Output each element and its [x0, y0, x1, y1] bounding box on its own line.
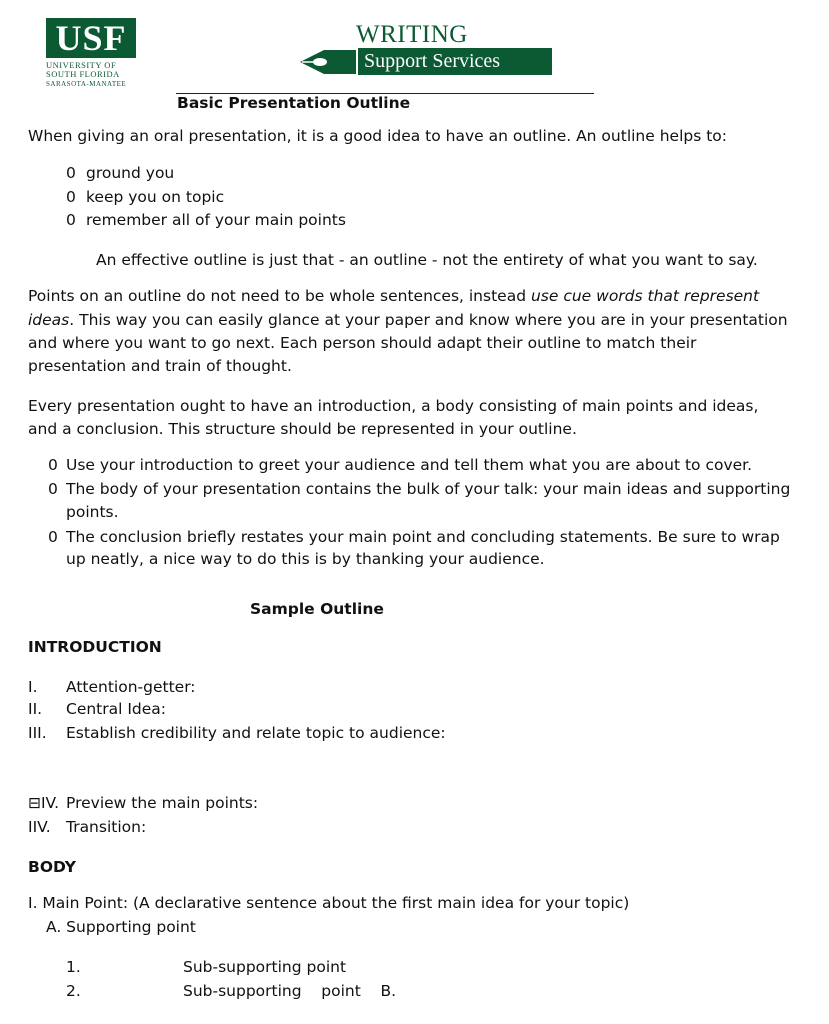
para2-line4: presentation and train of thought.: [28, 357, 292, 375]
writing-title: WRITING: [356, 21, 468, 48]
bullet-ground-you: ground you: [86, 164, 175, 182]
body-heading: BODY: [28, 858, 76, 876]
outline-number: 1.: [66, 958, 81, 976]
outline-number: ⊟IV.: [28, 794, 60, 812]
bullet-conclusion-line2: up neatly, a nice way to do this is by thanking your audience.: [66, 550, 545, 568]
sub-supporting-point: Sub-supporting point: [183, 958, 347, 976]
supporting-point: A. Supporting point: [46, 918, 196, 936]
para3-line1: Every presentation ought to have an introduction, a body consisting of main points and ideas,: [28, 397, 759, 415]
centered-note: An effective outline is just that - an outline - not the entirety of what you want to say.: [96, 251, 758, 269]
pen-nib-icon: [300, 48, 356, 76]
para2-line1: Points on an outline do not need to be whole sentences, instead use cue words that represent: [28, 287, 760, 305]
outline-number: 2.: [66, 982, 81, 1000]
bullet-body-line1: The body of your presentation contains the bulk of your talk: your main ideas and supporting: [66, 480, 791, 498]
bullet-body-line2: points.: [66, 503, 119, 521]
document-title: Basic Presentation Outline: [177, 94, 411, 112]
outline-number: IIV.: [28, 818, 51, 836]
bullet-marker: 0: [66, 188, 76, 206]
bullet-marker: 0: [48, 528, 58, 546]
usf-logo-mark: USF: [46, 18, 136, 58]
introduction-heading: INTRODUCTION: [28, 638, 162, 656]
bullet-keep-on-topic: keep you on topic: [86, 188, 225, 206]
attention-getter: Attention-getter:: [66, 678, 196, 696]
bullet-remember-points: remember all of your main points: [86, 211, 346, 229]
sub-supporting-point: Sub-supporting point B.: [183, 982, 397, 1000]
outline-number: I.: [28, 678, 38, 696]
main-point: I. Main Point: (A declarative sentence about the first main idea for your topic): [28, 894, 630, 912]
usf-logo-line2: SOUTH FLORIDA: [46, 69, 120, 79]
usf-logo-line3: SARASOTA-MANATEE: [46, 80, 127, 88]
usf-logo-line1: UNIVERSITY OF: [46, 60, 117, 70]
preview-main-points: Preview the main points:: [66, 794, 259, 812]
para3-line2: and a conclusion. This structure should be represented in your outline.: [28, 420, 577, 438]
establish-credibility: Establish credibility and relate topic to audience:: [66, 724, 446, 742]
bullet-marker: 0: [48, 456, 58, 474]
sample-outline-heading: Sample Outline: [250, 600, 384, 618]
bullet-marker: 0: [66, 164, 76, 182]
intro-paragraph: When giving an oral presentation, it is a good idea to have an outline. An outline helps to:: [28, 127, 728, 145]
outline-number: III.: [28, 724, 47, 742]
bullet-conclusion-line1: The conclusion briefly restates your main point and concluding statements. Be sure to wrap: [66, 528, 780, 546]
transition: Transition:: [66, 818, 147, 836]
outline-number: II.: [28, 700, 43, 718]
bullet-introduction: Use your introduction to greet your audience and tell them what you are about to cover.: [66, 456, 753, 474]
central-idea: Central Idea:: [66, 700, 167, 718]
para2-line2: ideas. This way you can easily glance at your paper and know where you are in your presentation: [28, 311, 788, 329]
para2-line3: and where you want to go next. Each person should adapt their outline to match their: [28, 334, 697, 352]
bullet-marker: 0: [66, 211, 76, 229]
support-services-banner: Support Services: [358, 48, 552, 75]
bullet-marker: 0: [48, 480, 58, 498]
